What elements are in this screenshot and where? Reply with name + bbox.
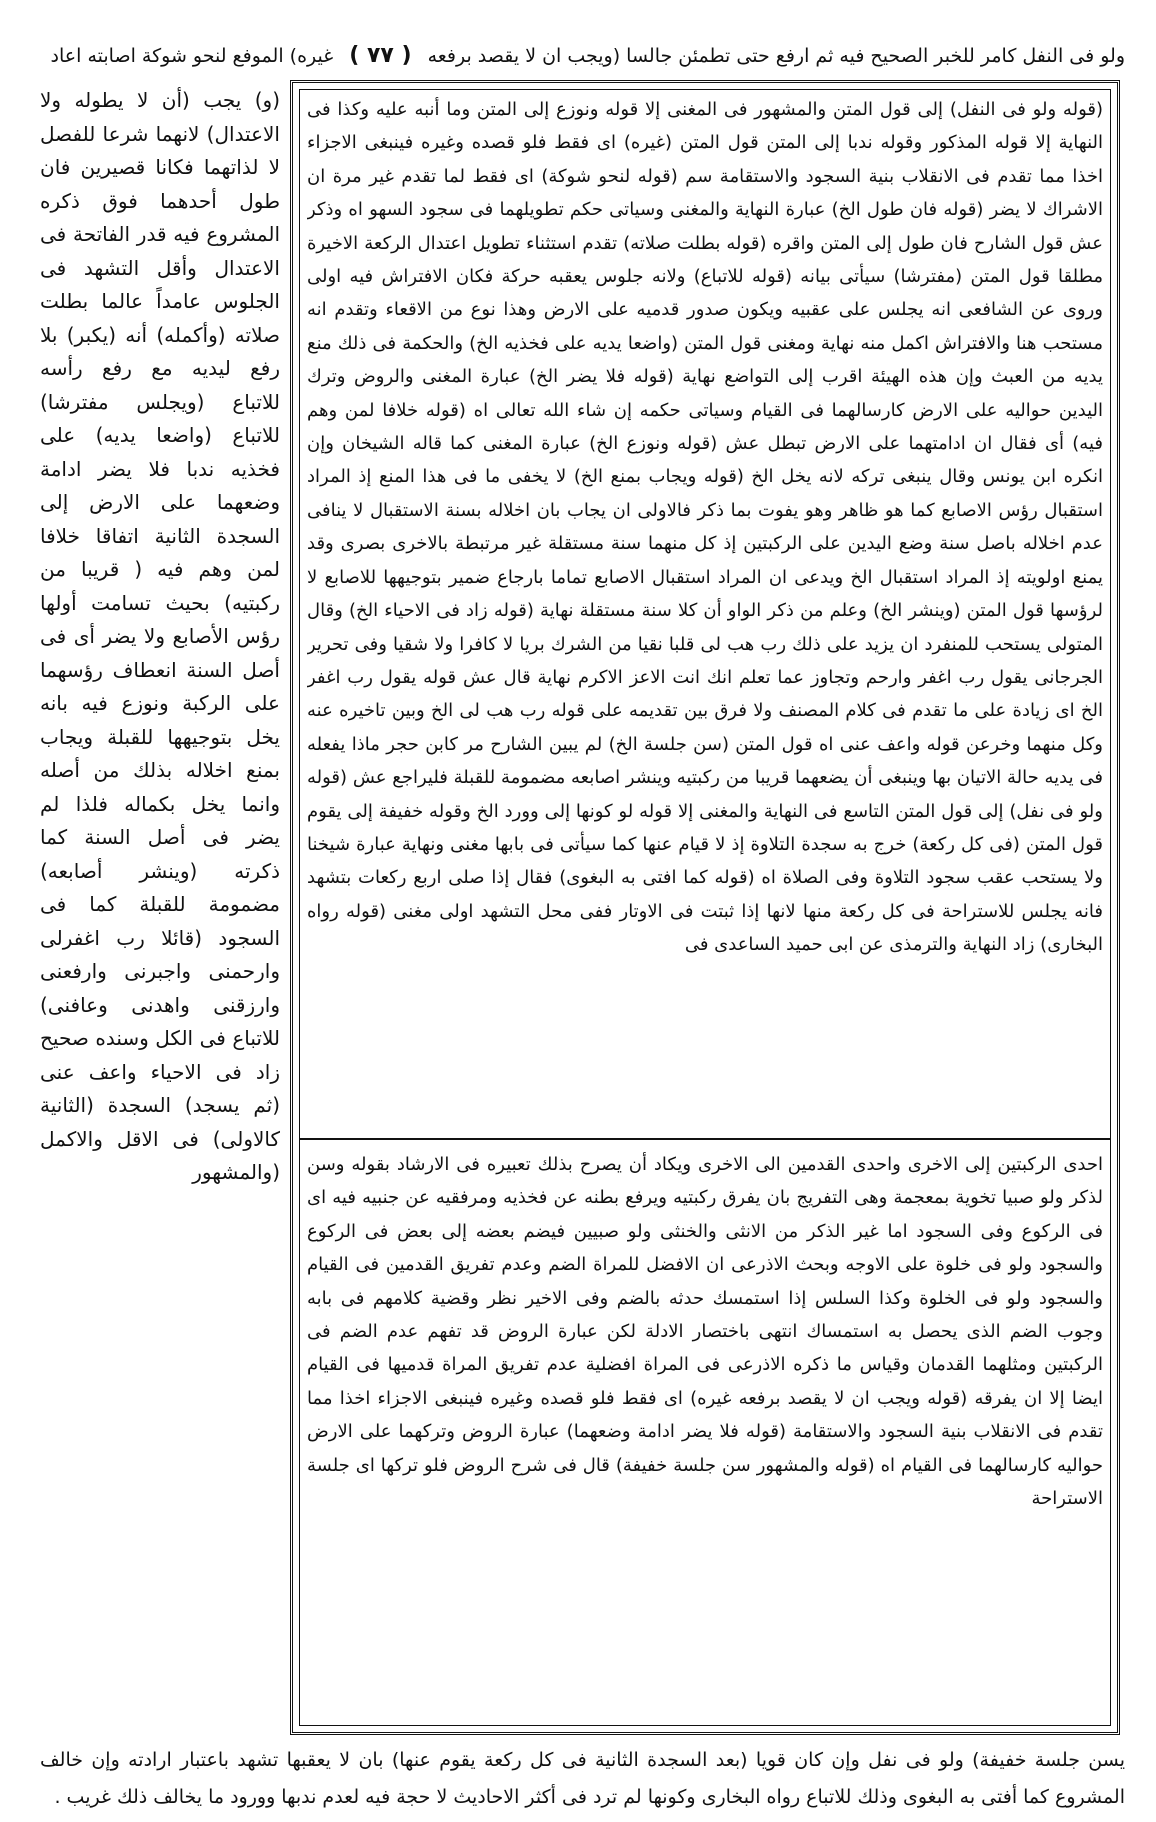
page-number: ( ٧٧ ) [349, 43, 412, 68]
header-text-right: ولو فى النفل كامر للخبر الصحيح فيه ثم ارفع حتى تطمئن جالسا (ويجب ان لا يقصد برفعه [427, 45, 1125, 67]
header-text-left: غيره) الموفع لنحو شوكة اصابته اعاد [50, 45, 334, 67]
commentary-divider [299, 1138, 1111, 1140]
commentary-frame [290, 80, 1120, 1735]
main-text-continuation: يسن جلسة خفيفة) ولو فى نفل وإن كان قويا (بعد السجدة الثانية فى كل ركعة يقوم عنها) بان لا يعقبها تشهد باعتبار ارادته وإن خالف المشروع كما أفتى به البغوى وذلك للاتباع رواه البخارى وكونها لم ترد فى أكثر الاحاديث لا حجة فيه لعدم ندبها وورود ما يخالف ذلك غريب . [40, 1749, 1125, 1808]
commentary-upper-block: (قوله ولو فى النفل) إلى قول المتن والمشهور فى المغنى إلا قوله ونوزع إلى المتن وما أنبه عليه وكذا فى النهاية إلا قوله المذكور وقوله ندبا إلى المتن قول المتن (غيره) اى فقط فلو قصده وغيره فينبغى الاجزاء اخذا مما تقدم فى الانقلاب بنية السجود والاستقامة سم (قوله لنحو شوكة) اى فقط لما تقدم غير مرة ان الاشراك لا يضر (قوله فان طول الخ) عبارة النهاية والمغنى وسياتى حكم تطويلهما فى سجود السهو اه وذكر عش قول الشارح فان طول إلى المتن واقره (قوله بطلت صلاته) تقدم استثناء تطويل اعتدال الركعة الاخيرة مطلقا قول المتن (مفترشا) سيأتى بيانه (قوله للاتباع) ولانه جلوس يعقبه حركة فكان الافتراش فيه اولى وروى عن الشافعى انه يجلس على عقبيه ويكون صدور قدميه على الارض وهذا نوع من الاقعاء وتقدم انه مستحب هنا والافتراش اكمل منه نهاية ومغنى قول المتن (واضعا يديه على فخذيه الخ) والحكمة فى ذلك منع يديه من العبث وإن هذه الهيئة اقرب إلى التواضع نهاية (قوله فلا يضر الخ) عبارة المغنى والروض وترك اليدين حواليه على الارض كارسالهما فى القيام وسياتى حكمه إن شاء الله تعالى اه (قوله خلافا لمن وهم فيه) أى فقال ان ادامتهما على الارض تبطل عش (قوله ونوزع الخ) عبارة المغنى كما قاله الشيخان وإن انكره ابن يونس وقال ينبغى تركه لانه يخل الخ (قوله ويجاب بمنع الخ) لا يخفى ما فى هذا المنع إذ المراد استقبال رؤس الاصابع كما هو ظاهر وهو يفوت بما ذكر فالاولى ان يجاب بان اخلاله بسنة الاستقبال لا ينافى عدم اخلاله باصل سنة وضع اليدين على الركبتين إذ كل منهما سنة مستقلة غير مرتبطة بالاخرى بصرى وقد يمنع اولويته إذ المراد استقبال الخ ويدعى ان المراد استقبال الاصابع تماما بارجاع ضمير بتوجيهها للاصابع لا لرؤسها قول المتن (وينشر الخ) وعلم من ذكر الواو أن كلا سنة مستقلة نهاية (قوله زاد فى الاحياء الخ) وقال المتولى يستحب للمنفرد ان يزيد على ذلك رب هب لى قلبا نقيا من الشرك بريا لا كافرا ولا شقيا وفى تحرير الجرجانى يقول رب اغفر وارحم وتجاوز عما تعلم انك انت الاعز الاكرم نهاية قال عش قوله يقول رب اغفر الخ اى زيادة على ما تقدم فى كلام المصنف ولا فرق بين تقديمه على قوله رب هب لى الخ وبين تاخيره عنه وكل منهما وخرعن قوله واعف عنى اه قول المتن (سن جلسة الخ) لم يبين الشارح مر كابن حجر ماذا يفعله فى يديه حالة الاتيان بها وينبغى أن يضعهما قريبا من ركبتيه وينشر اصابعه مضمومة للقبلة فليراجع عش (قوله ولو فى نفل) إلى قول المتن التاسع فى النهاية والمغنى إلا قوله لو كونها إلى وورد الخ وقوله خفيفة إلى يقوم قول المتن (فى كل ركعة) خرج به سجدة التلاوة إذ لا قيام عنها كما سيأتى فى بابها مغنى ونهاية عبارة شيخنا ولا يستحب عقب سجود التلاوة وفى الصلاة اه (قوله كما افتى به البغوى) فقال إذا صلى اربع ركعات بتشهد فانه يجلس للاستراحة فى كل ركعة منها لانها إذا ثبتت فى الاوتار ففى محل التشهد اولى مغنى (قوله رواه البخارى) زاد النهاية والترمذى عن ابى حميد الساعدى فى [307, 99, 1103, 956]
commentary-lower-block: احدى الركبتين إلى الاخرى واحدى القدمين الى الاخرى ويكاد أن يصرح بذلك تعبيره فى الارشاد بقوله وسن لذكر ولو صبيا تخوية بمعجمة وهى التفريج بان يفرق ركبتيه ويرفع بطنه عن فخذيه ومرفقيه عن جنبيه فيه اى فى الركوع وفى السجود اما غير الذكر من الانثى والخنثى ولو صبيين فيضم بعضه إلى بعض فى الركوع والسجود ولو فى خلوة على الاوجه وبحث الاذرعى ان الافضل للمراة الضم وعدم تفريق القدمين فى القيام والسجود ولو فى الخلوة وكذا السلس إذا استمسك حدثه بالضم وفى الاخير نظر وقضية كلامهم فى بابه وجوب الضم الذى يحصل به استمساك انتهى باختصار الادلة لكن عبارة الروض قد تفهم عدم الضم فى الركبتين ومثلهما القدمان وقياس ما ذكره الاذرعى فى المراة افضلية عدم تفريق المراة قدميها فى القيام ايضا إلا ان يفرقه (قوله ويجب ان لا يقصد برفعه غيره) اى فقط فلو قصده وغيره فينبغى الاجزاء اخذا مما تقدم فى الانقلاب بنية السجود والاستقامة (قوله فلا يضر ادامة وضعهما) عبارة الروض وتركهما على الارض حواليه كارسالهما فى القيام اه (قوله والمشهور سن جلسة خفيفة) قال فى شرح الروض فلو تركها اى جلسة الاستراحة [307, 1154, 1103, 1510]
main-text-column: (و) يجب (أن لا يطوله ولا الاعتدال) لانهما شرعا للفصل لا لذاتهما فكانا قصيرين فان طول أحدهما فوق ذكره المشروع فيه قدر الفاتحة فى الاعتدال وأقل التشهد فى الجلوس عامداً عالما بطلت صلاته (وأكمله) أنه (يكبر) بلا رفع ليديه مع رفع رأسه للاتباع (ويجلس مفترشا) للاتباع (واضعا يديه) على فخذيه ندبا فلا يضر ادامة وضعهما على الارض إلى السجدة الثانية اتفاقا خلافا لمن وهم فيه ( قريبا من ركبتيه) بحيث تسامت أولها رؤس الأصابع ولا يضر أى فى أصل السنة انعطاف رؤسهما على الركبة ونوزع فيه بانه يخل بتوجيهها للقبلة ويجاب بمنع اخلاله بذلك من أصله وانما يخل بكماله فلذا لم يضر فى أصل السنة كما ذكرته (وينشر أصابعه) مضمومة للقبلة كما فى السجود (قائلا رب اغفرلى وارحمنى واجبرنى وارفعنى وارزقنى واهدنى وعافنى) للاتباع فى الكل وسنده صحيح زاد فى الاحياء واعف عنى (ثم يسجد) السجدة (الثانية كالاولى) فى الاقل والاكمل (والمشهور [40, 88, 280, 1184]
page-header [40, 36, 1125, 76]
